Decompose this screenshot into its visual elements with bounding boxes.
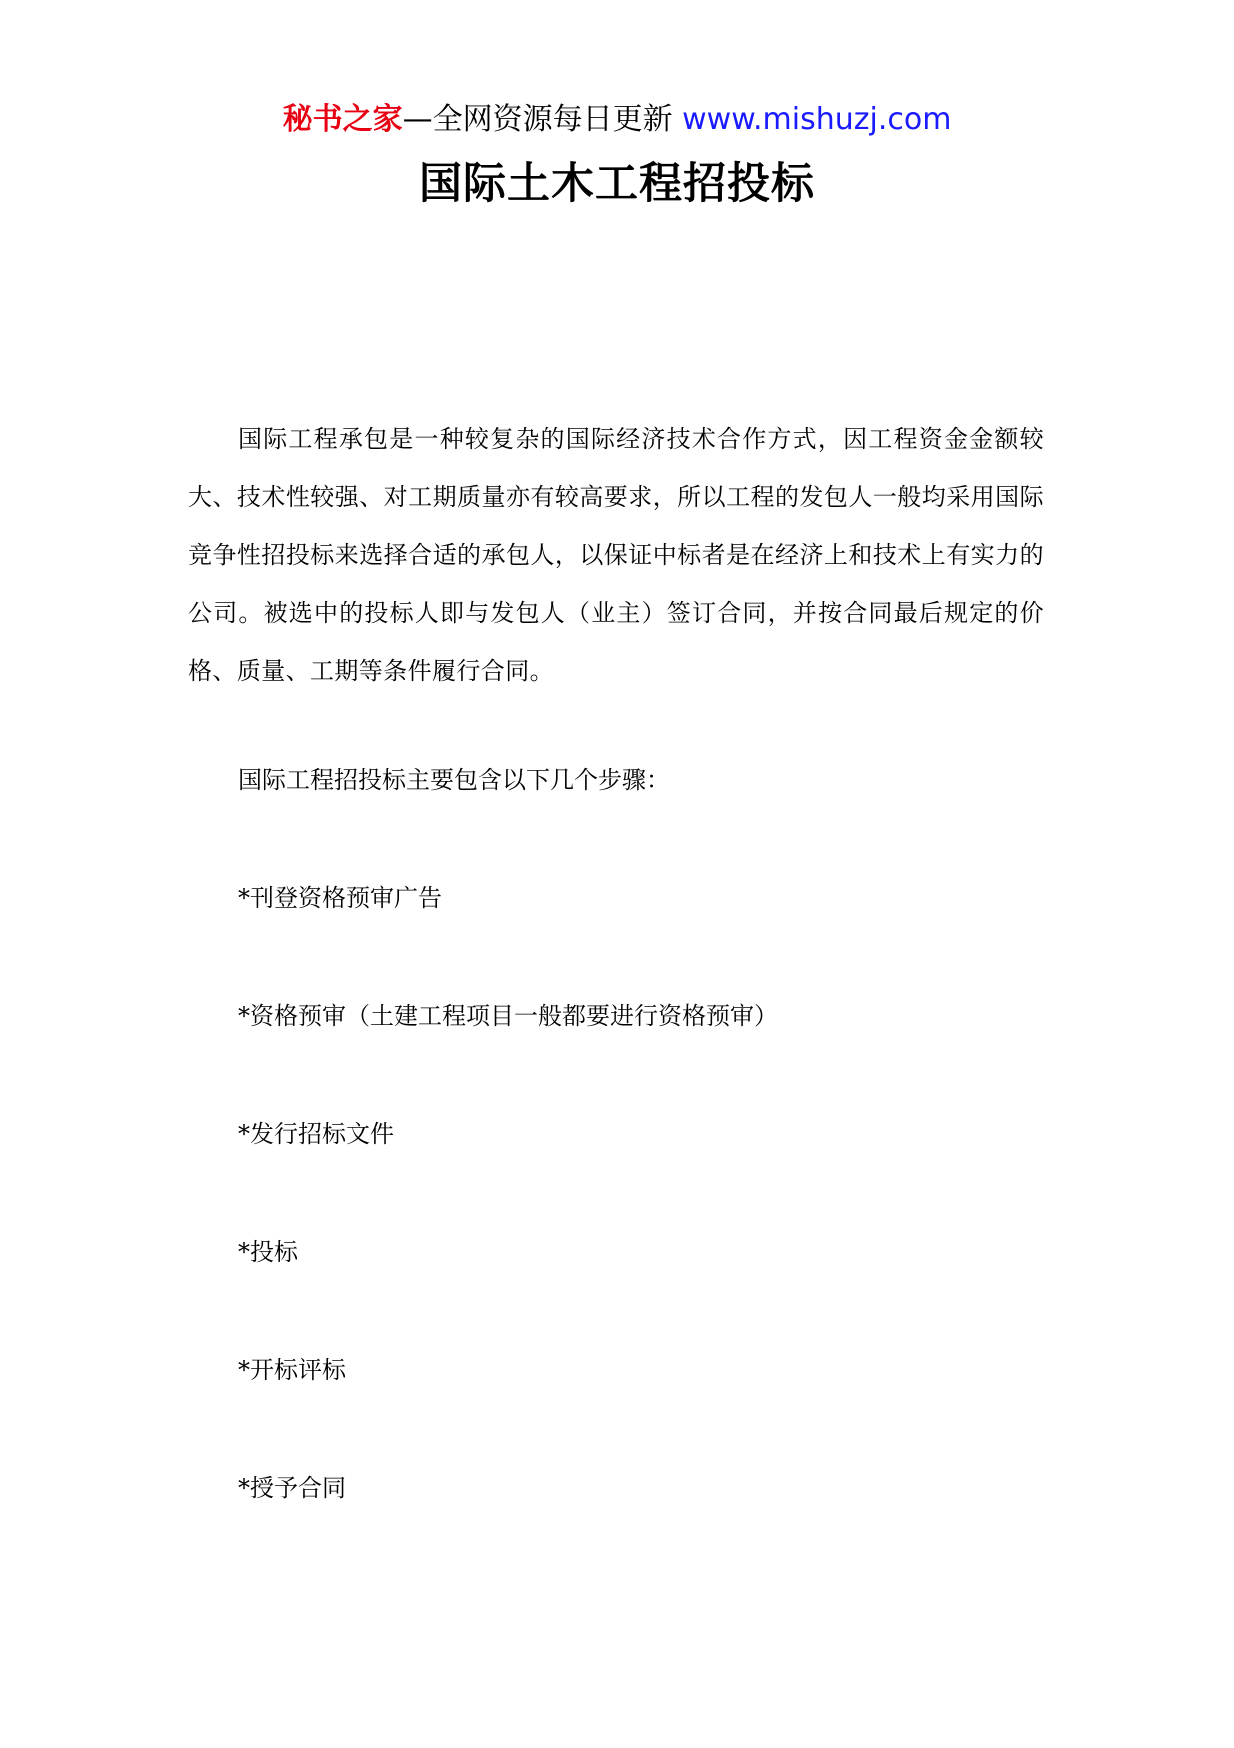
steps-intro: 国际工程招投标主要包含以下几个步骤： (238, 766, 670, 794)
step-item: *授予合同 (238, 1474, 346, 1502)
step-item: *投标 (238, 1238, 298, 1266)
document-title: 国际土木工程招投标 (419, 159, 815, 209)
step-item: *刊登资格预审广告 (238, 884, 442, 912)
brand-name: 秘书之家 (282, 102, 403, 137)
step-item: *发行招标文件 (238, 1120, 394, 1148)
banner-url-link[interactable]: www.mishuzj.com (682, 102, 952, 137)
body-paragraph: 国际工程承包是一种较复杂的国际经济技术合作方式，因工程资金金额较大、技术性较强、对工期质量亦有较高要求，所以工程的发包人一般均采用国际竞争性招投标来选择合适的承包人，以保证中标者是在经济上和技术上有实力的公司。被选中的投标人即与发包人（业主）签订合同，并按合同最后规定的价格、质量、工期等条件履行合同。 (188, 425, 1044, 685)
step-item: *开标评标 (238, 1356, 346, 1384)
banner-slogan: —全网资源每日更新 (402, 102, 683, 137)
step-item: *资格预审（土建工程项目一般都要进行资格预审） (238, 1002, 778, 1030)
steps-list (238, 878, 778, 1586)
header-banner (0, 100, 1234, 140)
